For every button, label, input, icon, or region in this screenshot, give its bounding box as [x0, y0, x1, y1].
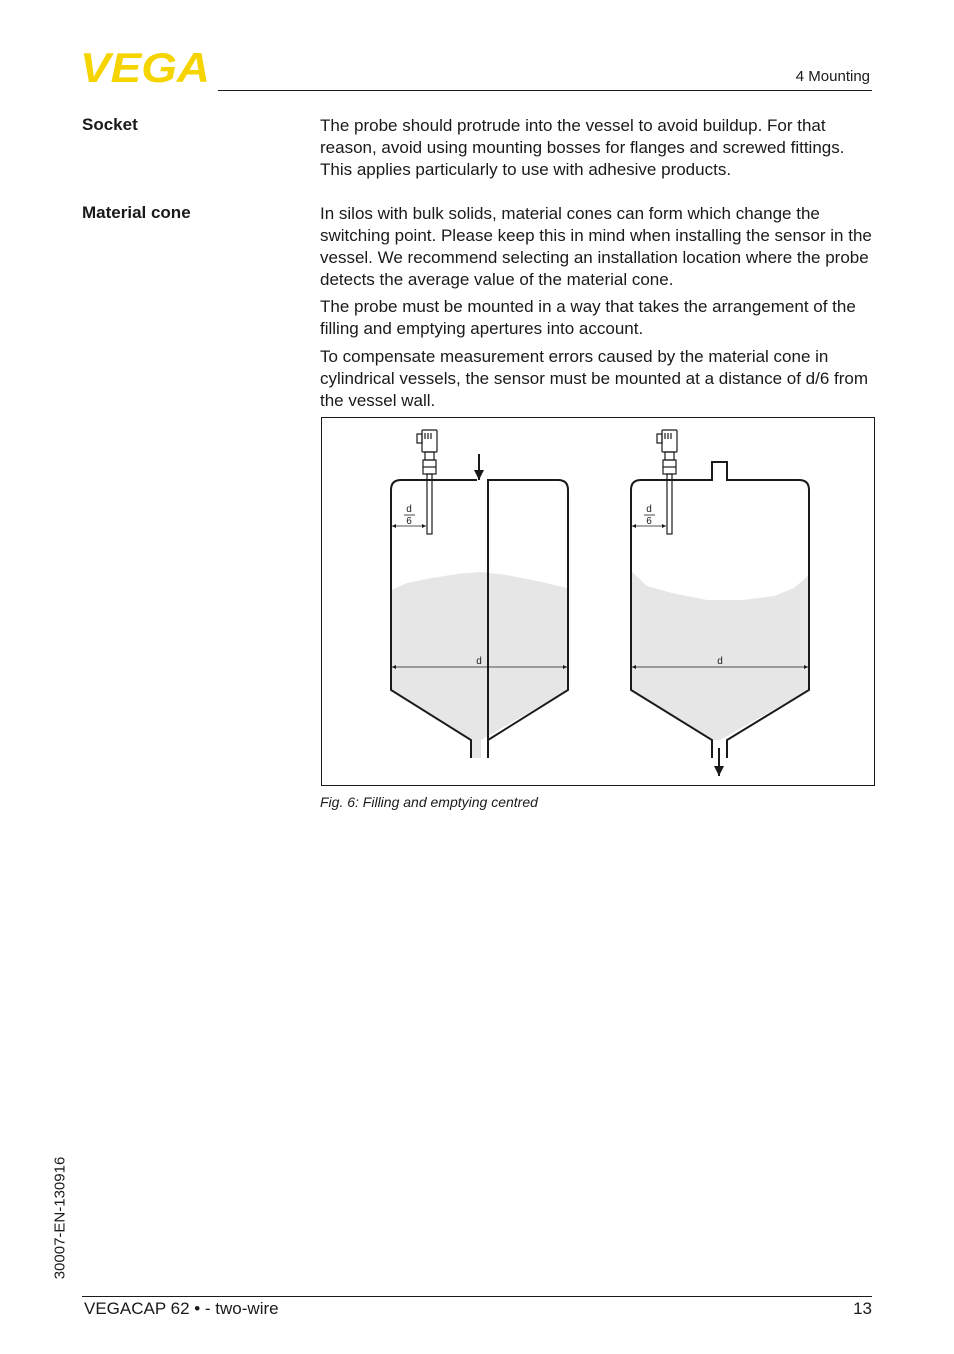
- header-divider: [218, 90, 872, 91]
- left-d6-numerator: d: [406, 504, 412, 515]
- heading-socket: Socket: [82, 115, 138, 134]
- socket-paragraph: The probe should protrude into the vessel to avoid buildup. For that reason, avoid using mounting bosses for flanges and screwed fittings. This applies particularly to use with adhesive products.: [320, 116, 845, 179]
- right-sensor: [657, 430, 677, 534]
- page-number: 13: [853, 1299, 872, 1318]
- figure-caption: Fig. 6: Filling and emptying centred: [320, 794, 538, 810]
- left-d-label: d: [476, 656, 482, 667]
- footer-divider: [82, 1296, 872, 1297]
- material-cone-paragraph-1: In silos with bulk solids, material cones can form which change the switching point. Please keep this in mind when installing the sensor in the vessel. We recommend selecting an installation location where the probe detects the average value of the material cone.: [320, 204, 872, 289]
- figure-filling-emptying: [321, 417, 875, 786]
- right-d6-numerator: d: [646, 504, 652, 515]
- material-cone-paragraph-2: The probe must be mounted in a way that takes the arrangement of the filling and emptying apertures into account.: [320, 297, 856, 338]
- left-d6-denominator: 6: [406, 516, 412, 527]
- vega-logo: [80, 50, 212, 84]
- silo-diagram: [322, 418, 874, 785]
- heading-material-cone: Material cone: [82, 203, 191, 222]
- right-d6-denominator: 6: [646, 516, 652, 527]
- logo-text: VEGA: [80, 50, 210, 84]
- left-silo: [391, 430, 568, 758]
- footer-product-name: VEGACAP 62 • - two-wire: [84, 1299, 279, 1318]
- left-sensor: [417, 430, 437, 534]
- right-d-label: d: [717, 656, 723, 667]
- material-cone-paragraph-3: To compensate measurement errors caused by the material cone in cylindrical vessels, the sensor must be mounted at a distance of d/6 from the vessel wall.: [320, 347, 869, 410]
- right-silo: [631, 430, 809, 776]
- section-title: 4 Mounting: [795, 68, 870, 85]
- document-code: 30007-EN-130916: [51, 1156, 69, 1280]
